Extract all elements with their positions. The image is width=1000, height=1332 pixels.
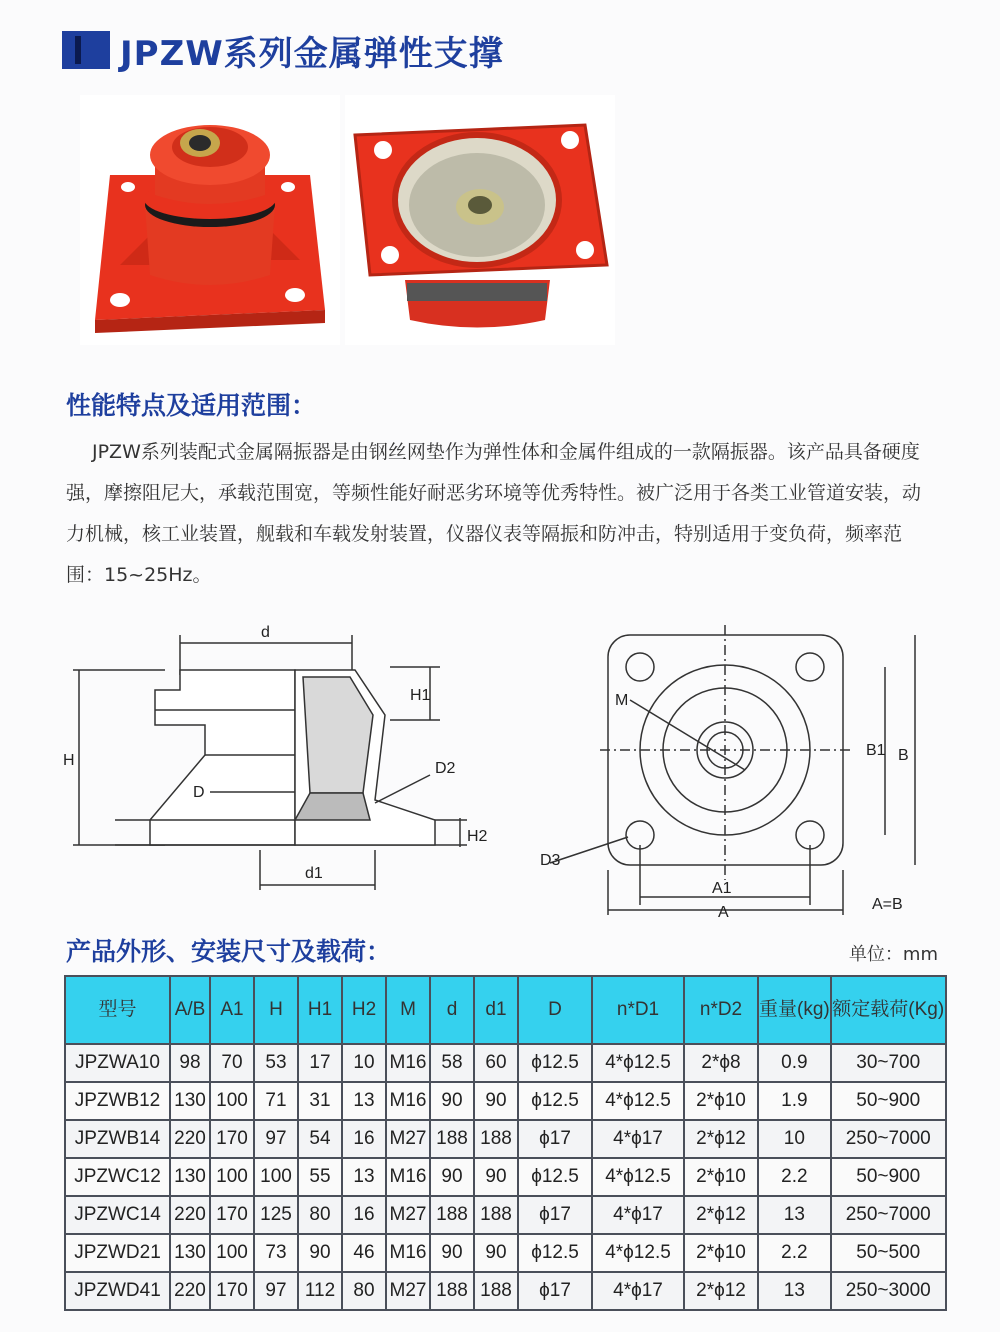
dim-d1-label: d1 xyxy=(305,865,323,882)
col-header: H1 xyxy=(298,976,342,1044)
table-cell: 170 xyxy=(210,1272,254,1310)
table-cell: 100 xyxy=(210,1158,254,1196)
title-marker-icon xyxy=(62,31,110,69)
table-row xyxy=(65,1044,946,1082)
dim-B1-label: B1 xyxy=(866,742,886,759)
table-cell: M27 xyxy=(386,1120,430,1158)
table-cell: 54 xyxy=(298,1120,342,1158)
table-cell: 98 xyxy=(170,1044,210,1082)
table-cell: 16 xyxy=(342,1120,386,1158)
dim-d-label: d xyxy=(261,624,270,641)
table-cell: 10 xyxy=(758,1120,831,1158)
table-cell: 100 xyxy=(254,1158,298,1196)
model-cell: JPZWA10 xyxy=(65,1044,170,1082)
dim-B-label: B xyxy=(898,747,909,764)
table-cell: 2.2 xyxy=(758,1158,831,1196)
table-cell: 13 xyxy=(758,1272,831,1310)
table-cell: ϕ17 xyxy=(518,1120,592,1158)
table-cell: 90 xyxy=(474,1234,518,1272)
table-cell: ϕ17 xyxy=(518,1272,592,1310)
dim-H2-label: H2 xyxy=(467,828,488,845)
table-cell: 16 xyxy=(342,1196,386,1234)
table-row xyxy=(65,1196,946,1234)
table-cell: 97 xyxy=(254,1120,298,1158)
table-cell: 2*ϕ12 xyxy=(684,1272,758,1310)
table-cell: 10 xyxy=(342,1044,386,1082)
table-cell: 188 xyxy=(474,1120,518,1158)
page-title: JPZW系列金属弹性支撑 xyxy=(120,33,504,74)
col-header: 型号 xyxy=(65,976,170,1044)
dim-M-label: M xyxy=(615,692,629,709)
dim-D2-label: D2 xyxy=(435,760,456,777)
table-cell: 188 xyxy=(474,1272,518,1310)
table-header-row xyxy=(65,976,946,1044)
col-header: n*D2 xyxy=(684,976,758,1044)
table-cell: 50~900 xyxy=(831,1082,946,1120)
table-cell: 50~900 xyxy=(831,1158,946,1196)
table-cell: 58 xyxy=(430,1044,474,1082)
features-paragraph: JPZW系列装配式金属隔振器是由钢丝网垫作为弹性体和金属件组成的一款隔振器。该产品具备硬度强，摩擦阻尼大，承载范围宽，等频性能好耐恶劣环境等优秀特性。被广泛用于各类工业管道安装，动力机械，核工业装置，舰载和车载发射装置，仪器仪表等隔振和防冲击，特别适用于变负荷，频率范围：15~25Hz。 xyxy=(66,441,922,586)
table-cell: 170 xyxy=(210,1120,254,1158)
table-cell: 2*ϕ12 xyxy=(684,1120,758,1158)
table-cell: 70 xyxy=(210,1044,254,1082)
table-cell: 13 xyxy=(342,1082,386,1120)
table-cell: ϕ12.5 xyxy=(518,1158,592,1196)
table-cell: ϕ12.5 xyxy=(518,1082,592,1120)
table-cell: 46 xyxy=(342,1234,386,1272)
col-header: H xyxy=(254,976,298,1044)
model-cell: JPZWB14 xyxy=(65,1120,170,1158)
table-cell: 0.9 xyxy=(758,1044,831,1082)
table-cell: 125 xyxy=(254,1196,298,1234)
dim-D3-label: D3 xyxy=(540,852,561,869)
table-cell: 4*ϕ12.5 xyxy=(592,1234,684,1272)
table-cell: 100 xyxy=(210,1082,254,1120)
table-cell: M27 xyxy=(386,1196,430,1234)
table-cell: 250~7000 xyxy=(831,1196,946,1234)
table-cell: 130 xyxy=(170,1158,210,1196)
table-cell: M16 xyxy=(386,1234,430,1272)
spec-table xyxy=(64,975,947,1311)
table-cell: 90 xyxy=(430,1234,474,1272)
col-header: H2 xyxy=(342,976,386,1044)
features-heading: 性能特点及适用范围： xyxy=(66,391,317,420)
dim-equality-label: A=B xyxy=(872,896,903,913)
table-cell: 60 xyxy=(474,1044,518,1082)
table-cell: 188 xyxy=(430,1272,474,1310)
col-header: D xyxy=(518,976,592,1044)
table-cell: 2*ϕ10 xyxy=(684,1082,758,1120)
table-cell: 100 xyxy=(210,1234,254,1272)
table-cell: 130 xyxy=(170,1082,210,1120)
table-cell: 250~3000 xyxy=(831,1272,946,1310)
table-cell: 80 xyxy=(342,1272,386,1310)
table-cell: M27 xyxy=(386,1272,430,1310)
table-cell: ϕ12.5 xyxy=(518,1044,592,1082)
table-cell: 4*ϕ12.5 xyxy=(592,1082,684,1120)
table-cell: 2*ϕ8 xyxy=(684,1044,758,1082)
model-cell: JPZWC14 xyxy=(65,1196,170,1234)
table-cell: 130 xyxy=(170,1234,210,1272)
col-header: 额定载荷(Kg) xyxy=(831,976,946,1044)
table-cell: 188 xyxy=(430,1120,474,1158)
specs-heading: 产品外形、安装尺寸及载荷： xyxy=(66,937,392,966)
table-cell: 55 xyxy=(298,1158,342,1196)
table-cell: 90 xyxy=(298,1234,342,1272)
col-header: d1 xyxy=(474,976,518,1044)
table-cell: 112 xyxy=(298,1272,342,1310)
table-cell: 90 xyxy=(430,1158,474,1196)
table-cell: M16 xyxy=(386,1044,430,1082)
table-cell: 2*ϕ12 xyxy=(684,1196,758,1234)
table-row xyxy=(65,1082,946,1120)
model-cell: JPZWB12 xyxy=(65,1082,170,1120)
table-cell: 188 xyxy=(430,1196,474,1234)
table-cell: 220 xyxy=(170,1196,210,1234)
table-cell: 90 xyxy=(474,1082,518,1120)
table-row xyxy=(65,1272,946,1310)
dim-A-label: A xyxy=(718,904,729,921)
table-cell: 2.2 xyxy=(758,1234,831,1272)
page-title-bar xyxy=(62,28,504,72)
table-cell: 53 xyxy=(254,1044,298,1082)
table-cell: 4*ϕ12.5 xyxy=(592,1158,684,1196)
col-header: d xyxy=(430,976,474,1044)
product-photo-top xyxy=(345,95,615,345)
table-row xyxy=(65,1158,946,1196)
dim-H1-label: H1 xyxy=(410,687,431,704)
table-cell: 30~700 xyxy=(831,1044,946,1082)
table-cell: M16 xyxy=(386,1158,430,1196)
table-cell: 97 xyxy=(254,1272,298,1310)
table-cell: 90 xyxy=(430,1082,474,1120)
col-header: M xyxy=(386,976,430,1044)
model-cell: JPZWD21 xyxy=(65,1234,170,1272)
col-header: 重量(kg) xyxy=(758,976,831,1044)
dim-H-label: H xyxy=(63,752,75,769)
table-cell: 170 xyxy=(210,1196,254,1234)
unit-label: 单位：mm xyxy=(848,944,938,965)
col-header: A1 xyxy=(210,976,254,1044)
table-cell: 4*ϕ17 xyxy=(592,1272,684,1310)
top-view-drawing xyxy=(530,615,950,929)
table-cell: 4*ϕ12.5 xyxy=(592,1044,684,1082)
dim-D-label: D xyxy=(193,784,205,801)
table-cell: 50~500 xyxy=(831,1234,946,1272)
table-cell: 71 xyxy=(254,1082,298,1120)
product-photo-side xyxy=(80,95,340,345)
table-cell: 188 xyxy=(474,1196,518,1234)
table-cell: 80 xyxy=(298,1196,342,1234)
table-row xyxy=(65,1234,946,1272)
table-cell: 220 xyxy=(170,1120,210,1158)
table-cell: 90 xyxy=(474,1158,518,1196)
table-cell: ϕ17 xyxy=(518,1196,592,1234)
col-header: n*D1 xyxy=(592,976,684,1044)
table-cell: 4*ϕ17 xyxy=(592,1196,684,1234)
table-cell: 17 xyxy=(298,1044,342,1082)
table-cell: M16 xyxy=(386,1082,430,1120)
table-cell: 250~7000 xyxy=(831,1120,946,1158)
features-description xyxy=(66,432,936,596)
side-section-drawing xyxy=(55,615,495,899)
table-cell: 13 xyxy=(342,1158,386,1196)
table-cell: 2*ϕ10 xyxy=(684,1234,758,1272)
table-cell: 73 xyxy=(254,1234,298,1272)
table-cell: 1.9 xyxy=(758,1082,831,1120)
table-cell: ϕ12.5 xyxy=(518,1234,592,1272)
table-cell: 4*ϕ17 xyxy=(592,1120,684,1158)
table-row xyxy=(65,1120,946,1158)
col-header: A/B xyxy=(170,976,210,1044)
model-cell: JPZWD41 xyxy=(65,1272,170,1310)
dim-A1-label: A1 xyxy=(712,880,732,897)
table-cell: 2*ϕ10 xyxy=(684,1158,758,1196)
model-cell: JPZWC12 xyxy=(65,1158,170,1196)
table-cell: 13 xyxy=(758,1196,831,1234)
table-cell: 31 xyxy=(298,1082,342,1120)
table-cell: 220 xyxy=(170,1272,210,1310)
